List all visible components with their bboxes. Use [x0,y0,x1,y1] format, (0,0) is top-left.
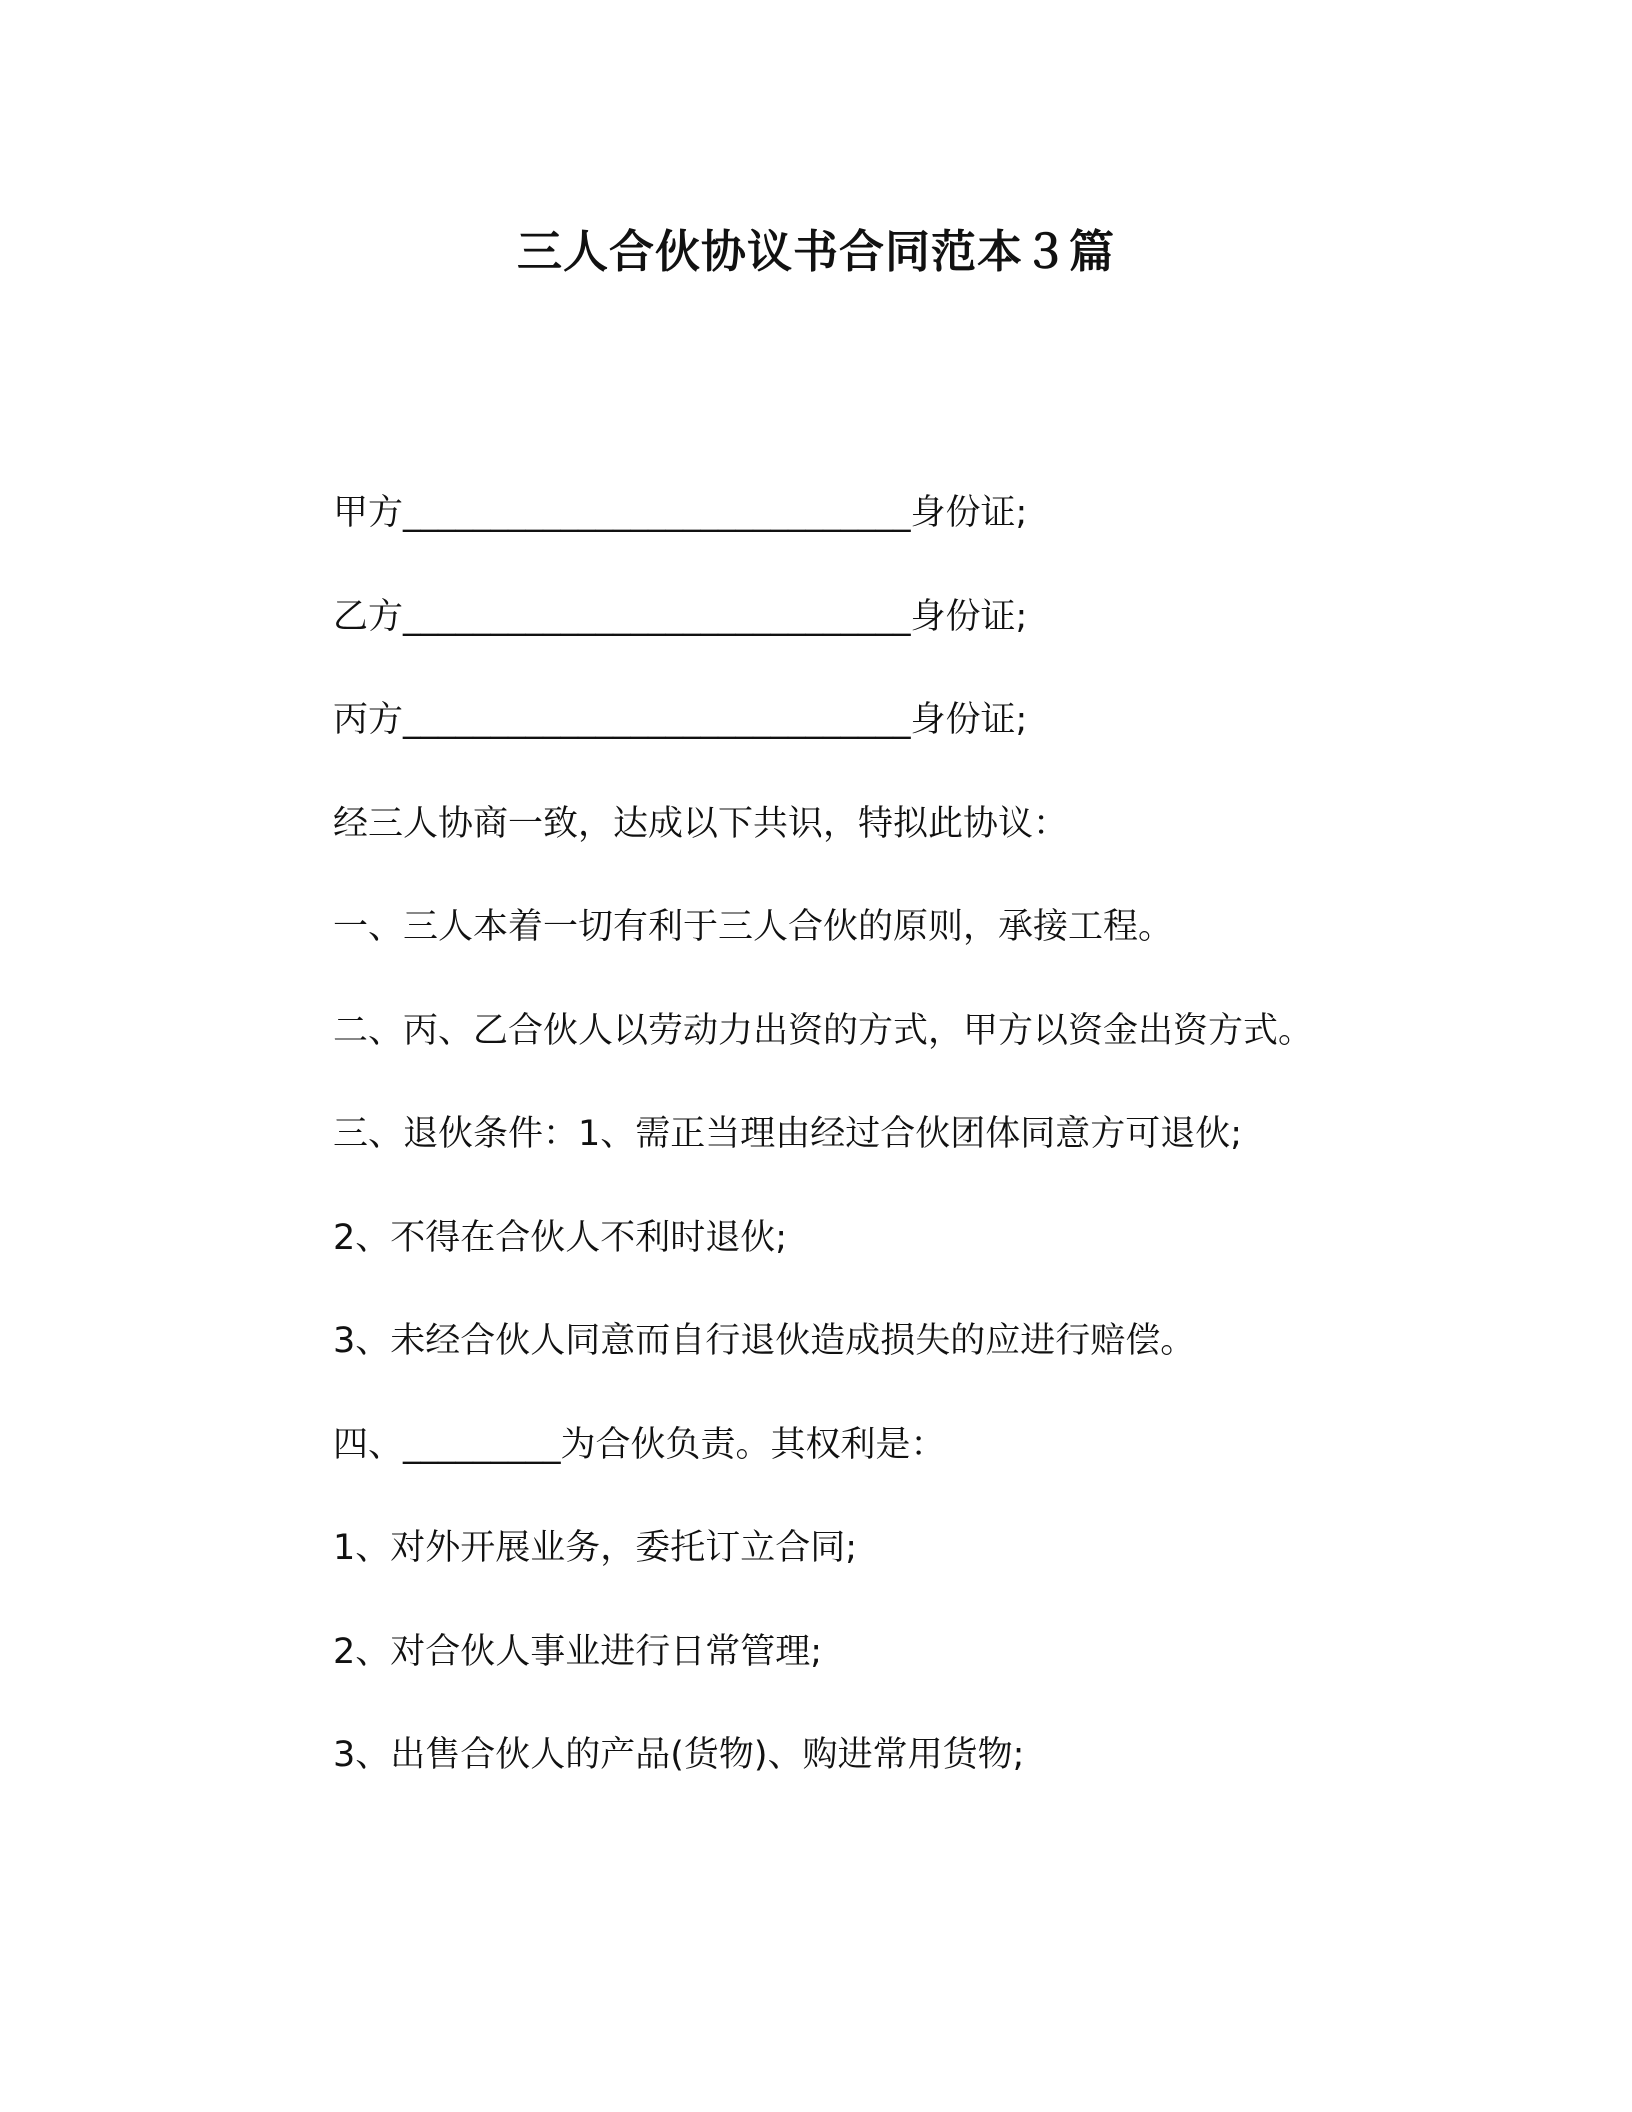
clause-4-item-3: 3、出售合伙人的产品(货物)、购进常用货物; [333,1735,1025,1775]
clause-2: 二、丙、乙合伙人以劳动力出资的方式，甲方以资金出资方式。 [333,1010,1314,1051]
clause-1: 一、三人本着一切有利于三人合伙的原则，承接工程。 [333,907,1174,947]
clause-3: 三、退伙条件：1、需正当理由经过合伙团体同意方可退伙; [333,1114,1243,1154]
preamble-paragraph: 经三人协商一致，达成以下共识，特拟此协议： [333,803,1069,844]
clause-4-item-2: 2、对合伙人事业进行日常管理; [333,1631,823,1672]
clause-4-item-1: 1、对外开展业务，委托订立合同; [333,1528,858,1568]
document-title: 三人合伙协议书合同范本３篇 [516,225,1115,278]
document-body [333,488,1433,1834]
clause-4: 四、_________为合伙负责。其权利是： [333,1424,946,1465]
clause-3-item-3: 3、未经合伙人同意而自行退伙造成损失的应进行赔偿。 [333,1321,1196,1361]
party-a-line: 甲方_____________________________身份证; [333,493,1028,533]
party-c-line: 丙方_____________________________身份证; [333,700,1028,740]
clause-3-item-2: 2、不得在合伙人不利时退伙; [333,1217,788,1258]
party-b-line: 乙方_____________________________身份证; [333,596,1028,637]
